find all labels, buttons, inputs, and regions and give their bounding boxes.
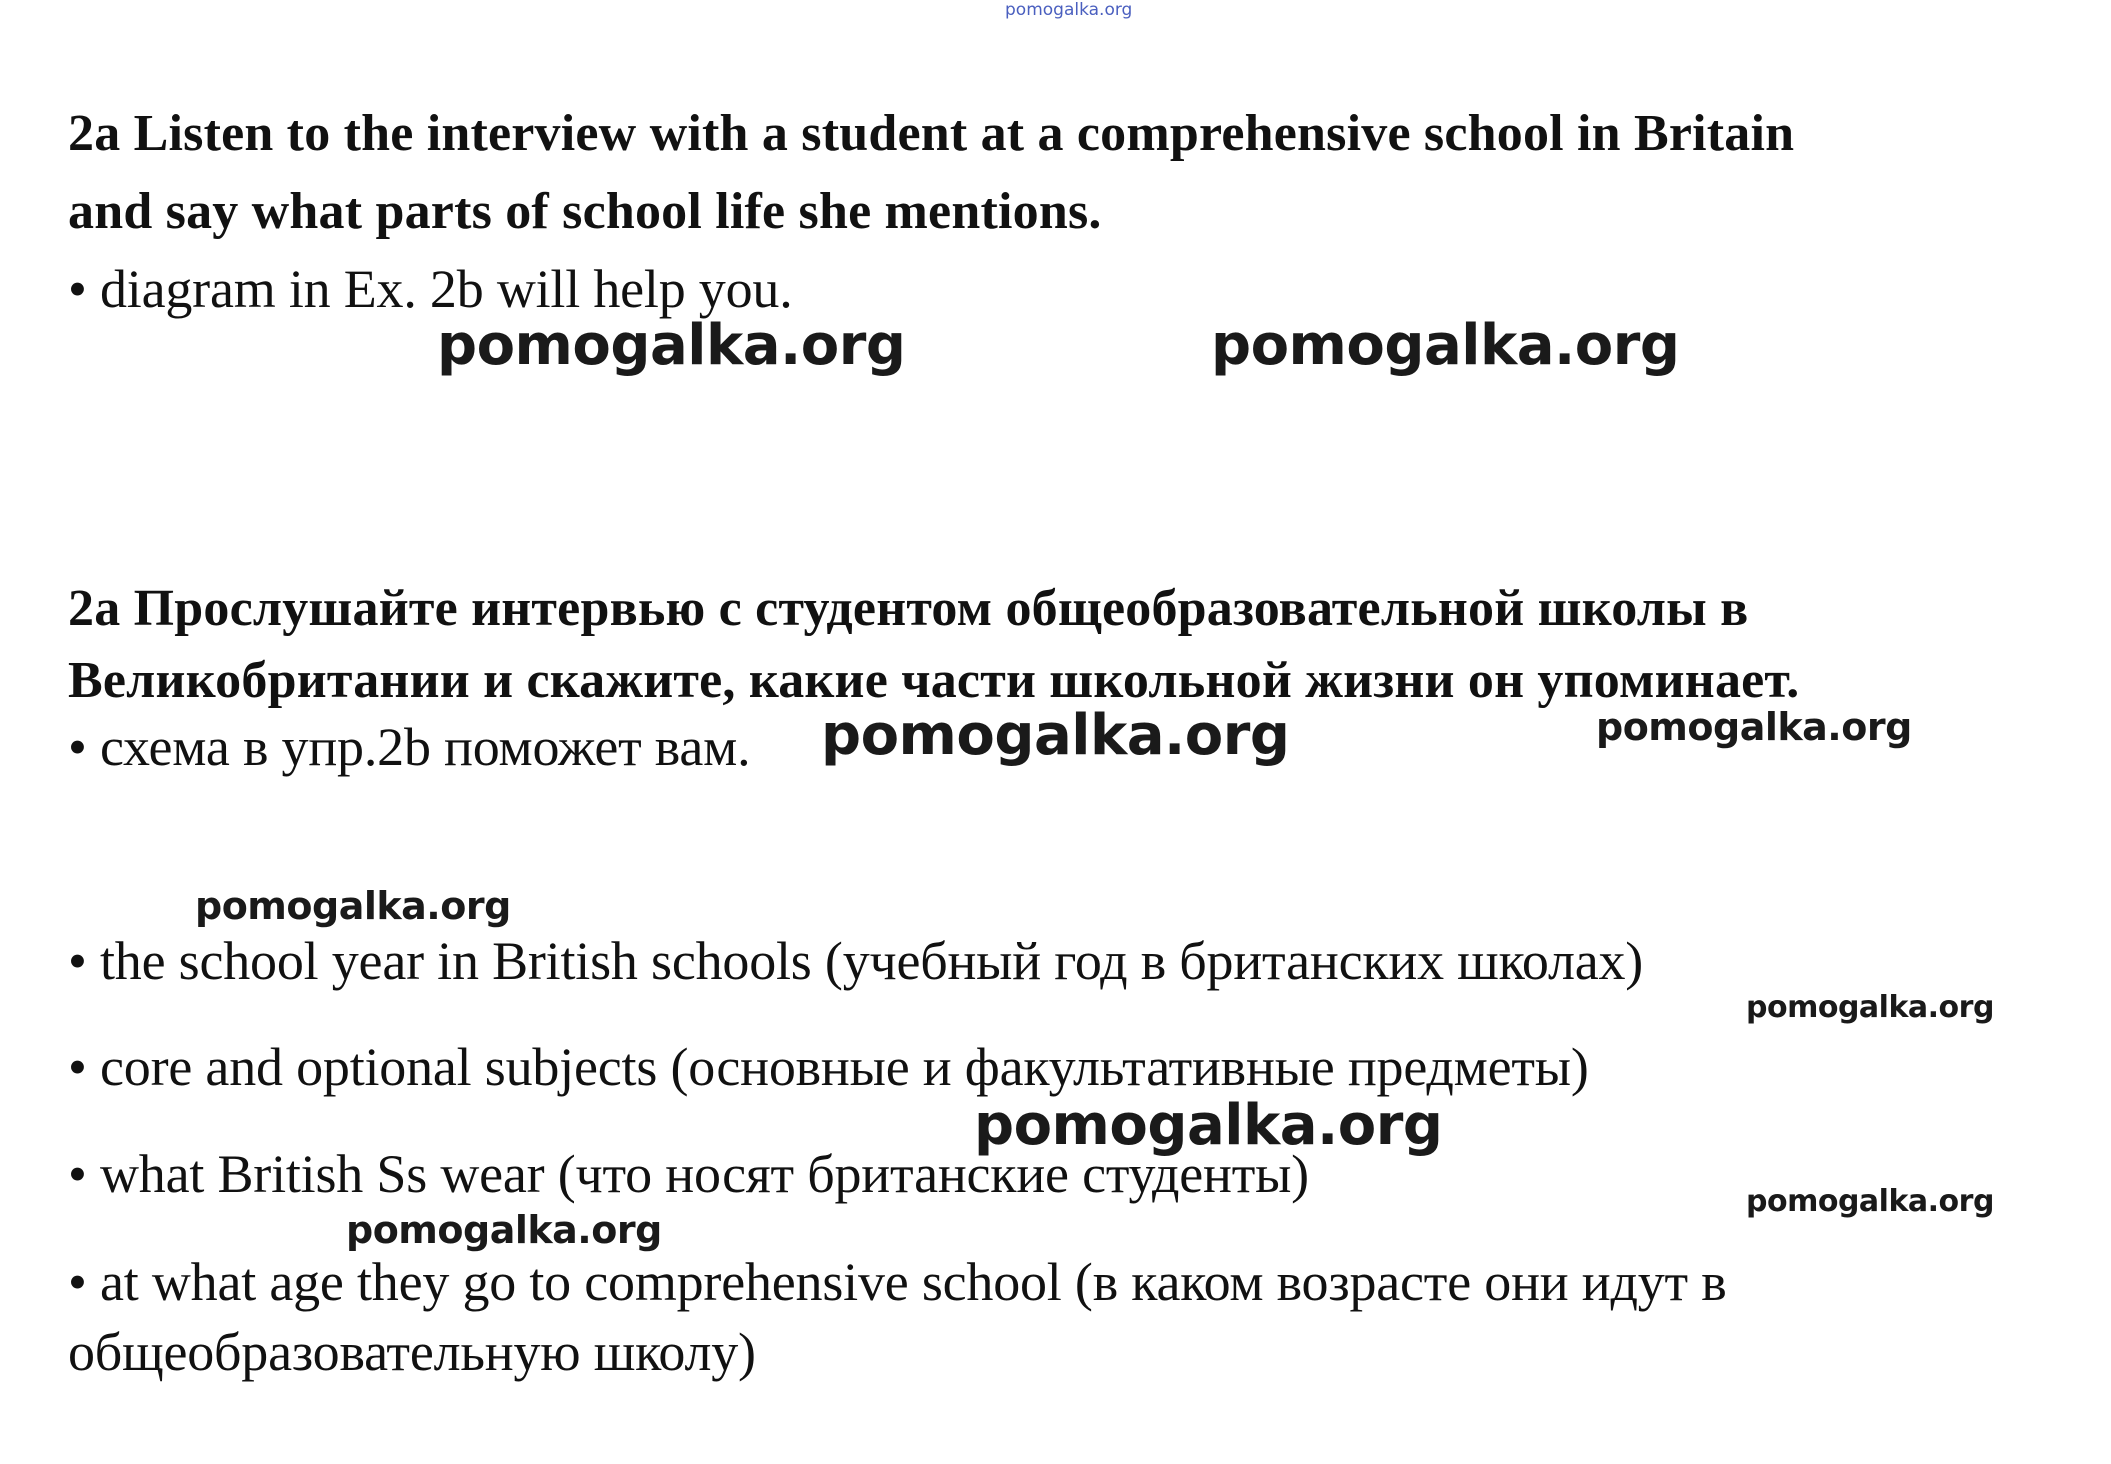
watermark: pomogalka.org bbox=[1596, 705, 1912, 749]
russian-heading-line2: Великобритании и скажите, какие части школьной жизни он упоминает. bbox=[68, 652, 1800, 709]
list-item-uniform: • what British Ss wear (что носят британские студенты) bbox=[68, 1144, 1309, 1204]
english-hint: • diagram in Ex. 2b will help you. bbox=[68, 259, 793, 319]
russian-hint: • схема в упр.2b поможет вам. bbox=[68, 717, 751, 777]
english-heading-line1: 2a Listen to the interview with a student at a comprehensive school in Britain bbox=[68, 105, 1795, 162]
english-heading-line2: and say what parts of school life she mentions. bbox=[68, 183, 1102, 240]
list-item-age-line2: общеобразовательную школу) bbox=[68, 1322, 756, 1382]
watermark: pomogalka.org bbox=[821, 703, 1290, 768]
watermark: pomogalka.org bbox=[1746, 1184, 1994, 1219]
watermark: pomogalka.org bbox=[1746, 990, 1994, 1025]
watermark: pomogalka.org bbox=[195, 884, 511, 928]
watermark: pomogalka.org bbox=[437, 313, 906, 378]
russian-heading-line1: 2a Прослушайте интервью с студентом общеобразовательной школы в bbox=[68, 580, 1749, 637]
header-watermark: pomogalka.org bbox=[1005, 0, 1133, 20]
watermark: pomogalka.org bbox=[974, 1093, 1443, 1158]
list-item-subjects: • core and optional subjects (основные и факультативные предметы) bbox=[68, 1037, 1589, 1097]
list-item-school-year: • the school year in British schools (учебный год в британских школах) bbox=[68, 931, 1644, 991]
watermark: pomogalka.org bbox=[346, 1208, 662, 1252]
list-item-age-line1: • at what age they go to comprehensive school (в каком возрасте они идут в bbox=[68, 1252, 1727, 1312]
watermark: pomogalka.org bbox=[1211, 313, 1680, 378]
